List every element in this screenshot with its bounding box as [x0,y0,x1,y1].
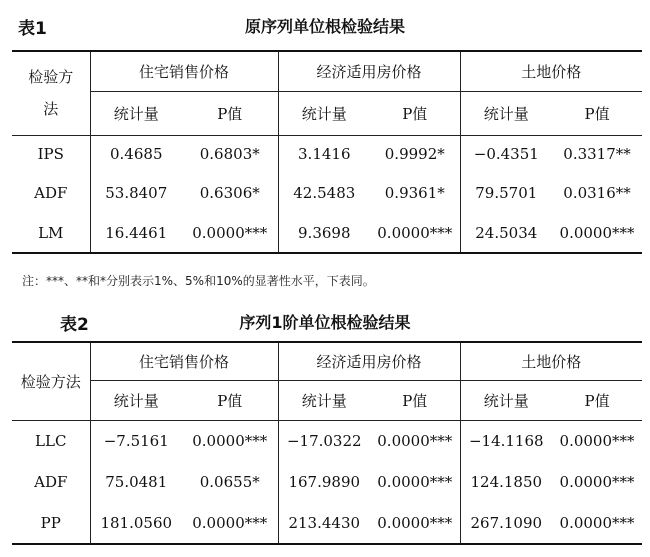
table2-sub-header: P值 [584,391,610,410]
table2-method-cell: PP [40,513,61,532]
table-row [12,502,642,544]
table1-sub-header: P值 [217,104,243,123]
table1-group-header: 土地价格 [460,51,642,91]
table1-cell: 0.6306* [199,184,260,202]
table2-cell: 167.9890 [278,462,370,502]
table1-cell: 9.3698 [278,213,370,253]
table-row [12,420,642,462]
table1-group-header-row [12,51,642,91]
table2-group-header: 住宅销售价格 [90,342,278,380]
table1-number: 表1 [18,19,47,39]
table2-sub-header: P值 [402,391,428,410]
table1-sub-header: 统计量 [90,91,182,135]
table2-cell: −17.0322 [278,420,370,462]
table2-cell: 75.0481 [90,462,182,502]
table1 [12,50,642,254]
table1-cell: 79.5701 [460,173,552,213]
table2-cell: −14.1168 [460,420,552,462]
table1-sub-header: P值 [402,104,428,123]
table1-cell: 0.3317** [563,145,631,164]
table2-cell: 0.0000*** [559,432,635,451]
table2-method-cell: ADF [34,473,68,491]
table2-number: 表2 [60,315,89,335]
table-footnote: 注：***、**和*分别表示1%、5%和10%的显著性水平，下表同。 [22,274,375,288]
table1-sub-header: 统计量 [278,91,370,135]
table2-method-header: 检验方法 [12,342,90,420]
table2-cell: 181.0560 [90,502,182,544]
table2-sub-header: 统计量 [278,380,370,420]
table2-sub-header: P值 [217,391,243,410]
table1-cell: 0.0316** [563,184,631,202]
table1-cell: 0.9992* [384,145,445,164]
table2-cell: 0.0000*** [377,432,453,451]
table-row [12,135,642,173]
table2-cell: −7.5161 [90,420,182,462]
table1-method-cell: ADF [34,184,68,202]
table1-cell: 3.1416 [278,135,370,173]
table1-sub-header: 统计量 [460,91,552,135]
table2-cell: 213.4430 [278,502,370,544]
table2-cell: 0.0000*** [377,473,453,491]
table1-cell: 0.0000*** [377,223,453,242]
table1-cell: 53.8407 [90,173,182,213]
table1-method-cell: IPS [37,145,64,164]
table2-cell: 0.0000*** [192,513,268,532]
table-row [12,462,642,502]
table2-sub-header-row [12,380,642,420]
table2-caption [0,310,650,334]
table2 [12,341,642,545]
table1-cell: 0.4685 [90,135,182,173]
table2-sub-header: 统计量 [90,380,182,420]
table2-cell: 124.1850 [460,462,552,502]
table2-method-cell: LLC [35,432,67,451]
table1-cell: 0.6803* [199,145,260,164]
table1-cell: 0.0000*** [559,223,635,242]
table1-cell: 16.4461 [90,213,182,253]
table1-group-header: 住宅销售价格 [90,51,278,91]
table1-cell: 0.9361* [384,184,445,202]
table1-cell: 0.0000*** [192,223,268,242]
table1-group-header: 经济适用房价格 [278,51,460,91]
table1-method-cell: LM [38,223,64,242]
table2-group-header: 土地价格 [460,342,642,380]
table2-title: 序列1阶单位根检验结果 [239,313,411,332]
table-row [12,213,642,253]
table1-cell: 24.5034 [460,213,552,253]
table1-caption [0,14,650,38]
table2-cell: 0.0000*** [559,473,635,491]
table1-method-header: 检验方法 [12,51,90,135]
table2-cell: 0.0000*** [192,432,268,451]
table-row [12,173,642,213]
table1-sub-header-row [12,91,642,135]
table2-cell: 0.0000*** [559,513,635,532]
table2-sub-header: 统计量 [460,380,552,420]
table2-group-header-row [12,342,642,380]
table1-cell: 42.5483 [278,173,370,213]
table2-group-header: 经济适用房价格 [278,342,460,380]
table1-title: 原序列单位根检验结果 [244,17,405,36]
table1-cell: −0.4351 [460,135,552,173]
table2-cell: 0.0655* [199,473,260,491]
table2-cell: 0.0000*** [377,513,453,532]
table1-sub-header: P值 [584,104,610,123]
table2-cell: 267.1090 [460,502,552,544]
